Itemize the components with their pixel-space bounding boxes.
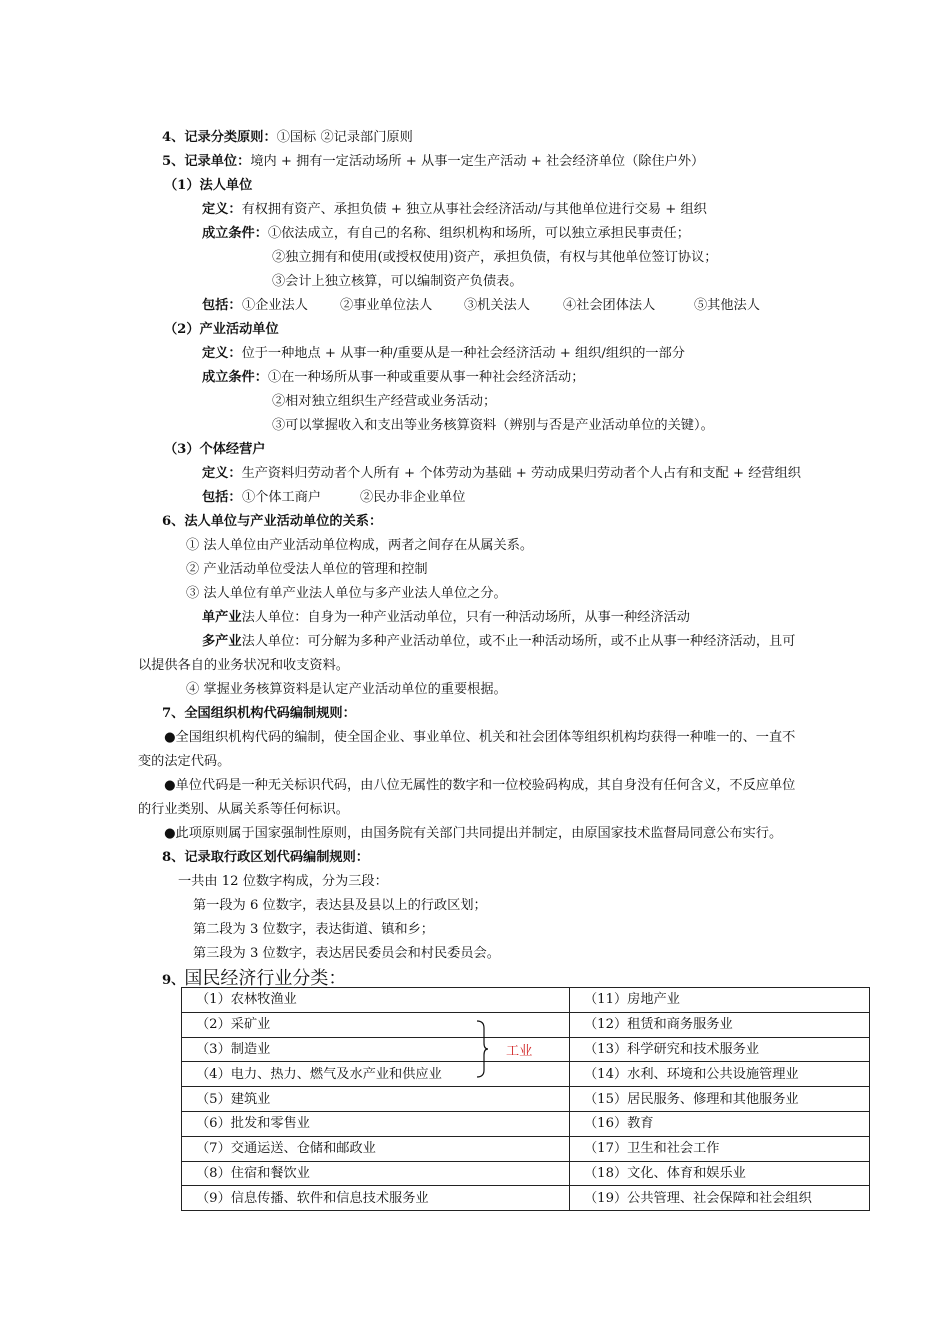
section-6-title: 6、法人单位与产业活动单位的关系： [162,514,383,529]
legal-unit-inc-label: 包括： [202,298,242,313]
individual-inc-item: ②民办非企业单位 [360,490,466,505]
activity-unit-title: （2）产业活动单位 [164,322,279,337]
industry-cell-left: （9）信息传播、软件和信息技术服务业 [182,1186,570,1211]
industry-table-row [182,1012,870,1037]
industry-table-row [182,1161,870,1186]
legal-unit-condition-3: ③会计上独立核算，可以编制资产负债表。 [272,274,523,289]
industry-cell-left: （2）采矿业 [182,1012,570,1037]
legal-unit-title: （1）法人单位 [164,178,253,193]
section-7-bullet-2a: ●单位代码是一种无关标识代码，由八位无属性的数字和一位校验码构成，其自身没有任何含义，不反应单位 [164,778,796,793]
industry-table-row [182,988,870,1013]
section-9-number: 9、 [162,973,185,988]
activity-unit-def-text: 位于一种地点 + 从事一种/重要从是一种社会经济活动 + 组织/组织的一部分 [241,346,685,361]
industry-table-row [182,1062,870,1087]
multi-industry-bold: 多产业 [202,634,242,649]
section-5-line [162,151,704,173]
industry-cell-right: （13）科学研究和技术服务业 [570,1037,870,1062]
industry-classification-table [181,987,870,1211]
section-7-bullet-1b: 变的法定代码。 [138,754,231,769]
individual-inc-item: ①个体工商户 [242,490,322,505]
legal-unit-inc-item: ⑤其他法人 [694,298,760,313]
section-8-intro: 一共由 12 位数字构成，分为三段： [178,874,388,889]
legal-unit-includes [202,295,882,317]
single-industry-line [202,607,690,629]
legal-unit-definition [202,199,707,221]
industry-cell-right: （15）居民服务、修理和其他服务业 [570,1087,870,1112]
section-6-item-4: ④ 掌握业务核算资料是认定产业活动单位的重要根据。 [186,682,507,697]
section-8-segment-3: 第三段为 3 位数字，表达居民委员会和村民委员会。 [193,946,500,961]
individual-household-definition [202,463,801,485]
industry-cell-left: （4）电力、热力、燃气及水产业和供应业 [182,1062,570,1087]
section-7-bullet-3: ●此项原则属于国家强制性原则，由国务院有关部门共同提出并制定，由原国家技术监督局同意公布实行。 [164,826,783,841]
industry-cell-right: （17）卫生和社会工作 [570,1136,870,1161]
section-4-line [162,127,413,149]
section-8-segment-1: 第一段为 6 位数字，表达县及县以上的行政区划； [193,898,487,913]
section-8-title: 8、记录取行政区划代码编制规则： [162,850,369,865]
industry-cell-left: （5）建筑业 [182,1087,570,1112]
legal-unit-condition-2: ②独立拥有和使用(或授权使用)资产，承担负债，有权与其他单位签订协议； [272,250,718,265]
industry-table-row [182,1186,870,1211]
section-6-item-1: ① 法人单位由产业活动单位构成，两者之间存在从属关系。 [186,538,534,553]
section-7-bullet-2b: 的行业类别、从属关系等任何标识。 [138,802,349,817]
legal-unit-condition-1 [202,223,690,245]
section-5-label: 5、记录单位： [162,154,251,169]
individual-inc-label: 包括： [202,490,242,505]
activity-unit-condition-2: ②相对独立组织生产经营或业务活动； [272,394,497,409]
individual-household-title: （3）个体经营户 [164,442,266,457]
activity-unit-def-label: 定义： [202,346,242,361]
single-industry-bold: 单产业 [202,610,242,625]
section-6-item-2: ② 产业活动单位受法人单位的管理和控制 [186,562,428,577]
legal-unit-cond-1-text: ①依法成立，有自己的名称、组织机构和场所，可以独立承担民事责任； [267,226,690,241]
multi-industry-continuation: 以提供各自的业务状况和收支资料。 [138,658,349,673]
individual-household-includes [202,487,602,509]
multi-industry-line [202,631,795,653]
section-6-item-3: ③ 法人单位有单产业法人单位与多产业法人单位之分。 [186,586,507,601]
industry-table-row [182,1136,870,1161]
industry-group-label: 工业 [506,1044,533,1059]
industry-table-body [182,988,870,1211]
industry-cell-right: （14）水利、环境和公共设施管理业 [570,1062,870,1087]
industry-cell-right: （18）文化、体育和娱乐业 [570,1161,870,1186]
industry-cell-right: （16）教育 [570,1111,870,1136]
industry-cell-right: （11）房地产业 [570,988,870,1013]
industry-cell-right: （12）租赁和商务服务业 [570,1012,870,1037]
legal-unit-inc-item: ②事业单位法人 [340,298,433,313]
industry-cell-right: （19）公共管理、社会保障和社会组织 [570,1186,870,1211]
activity-unit-cond-1-text: ①在一种场所从事一种或重要从事一种社会经济活动； [267,370,585,385]
activity-unit-definition [202,343,685,365]
industry-cell-left: （8）住宿和餐饮业 [182,1161,570,1186]
section-9-title: 国民经济行业分类： [184,968,347,989]
industry-group-brace [475,1020,489,1078]
industry-cell-left: （3）制造业 [182,1037,570,1062]
section-7-title: 7、全国组织机构代码编制规则： [162,706,356,721]
activity-unit-cond-label: 成立条件： [202,370,268,385]
legal-unit-inc-item: ③机关法人 [464,298,530,313]
section-5-text: 境内 + 拥有一定活动场所 + 从事一定生产活动 + 社会经济单位（除住户外） [250,154,705,169]
industry-cell-left: （7）交通运送、仓储和邮政业 [182,1136,570,1161]
industry-table-row [182,1087,870,1112]
industry-cell-left: （6）批发和零售业 [182,1111,570,1136]
legal-unit-inc-item: ①企业法人 [242,298,308,313]
industry-cell-left: （1）农林牧渔业 [182,988,570,1013]
individual-def-text: 生产资料归劳动者个人所有 + 个体劳动为基础 + 劳动成果归劳动者个人占有和支配 + 经营组织 [241,466,801,481]
section-4-text: ①国标 ②记录部门原则 [276,130,413,145]
section-7-bullet-1a: ●全国组织机构代码的编制，使全国企业、事业单位、机关和社会团体等组织机构均获得一种唯一的、一直不 [164,730,796,745]
multi-industry-text: 法人单位：可分解为多种产业活动单位，或不止一种活动场所，或不止从事一种经济活动，且可 [241,634,796,649]
section-4-label: 4、记录分类原则： [162,130,277,145]
legal-unit-def-label: 定义： [202,202,242,217]
individual-def-label: 定义： [202,466,242,481]
legal-unit-cond-label: 成立条件： [202,226,268,241]
activity-unit-condition-1 [202,367,584,389]
industry-table-row [182,1111,870,1136]
legal-unit-def-text: 有权拥有资产、承担负债 + 独立从事社会经济活动/与其他单位进行交易 + 组织 [241,202,707,217]
activity-unit-condition-3: ③可以掌握收入和支出等业务核算资料（辨别与否是产业活动单位的关键）。 [272,418,714,433]
section-8-segment-2: 第二段为 3 位数字，表达街道、镇和乡； [193,922,434,937]
single-industry-text: 法人单位：自身为一种产业活动单位，只有一种活动场所，从事一种经济活动 [241,610,690,625]
legal-unit-inc-item: ④社会团体法人 [563,298,656,313]
